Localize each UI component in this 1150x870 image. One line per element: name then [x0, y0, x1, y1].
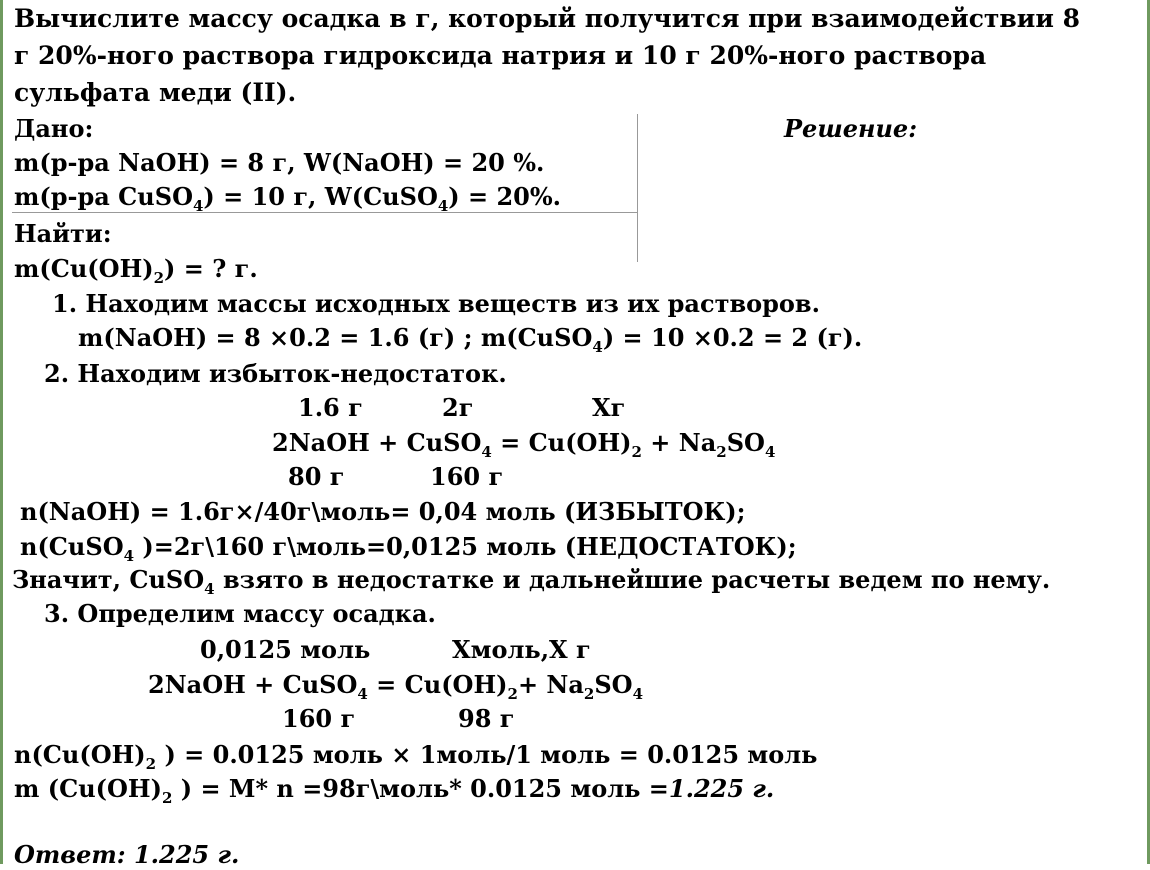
step-2-n-naoh: n(NaOH) = 1.6г×/40г\моль= 0,04 моль (ИЗБЫТОК); — [20, 497, 746, 526]
step-3-below-cuoh2: 98 г — [458, 704, 515, 733]
step-2-above-cuso4: 2г — [442, 393, 474, 422]
find-row: $m(Cu(OH)_2)$ = ? г. — [14, 254, 258, 287]
given-label: Дано: — [14, 114, 94, 143]
problem-line-3: сульфата меди (II). — [14, 78, 297, 107]
step-3-m-cuoh2: m ($Cu(OH)_2$ ) = M* n =98г\моль* 0.0125 моль =1.225 г. — [14, 774, 775, 807]
step-2-above-x: Хг — [592, 393, 626, 422]
solution-label: Решение: — [784, 114, 918, 143]
step-1-calc: m(NaOH) = 8 ×0.2 = 1.6 (г) ; m(CuSO$_4$) = 10 ×0.2 = 2 (г). — [78, 323, 863, 356]
given-row-1: m(р-ра NaOH) = 8 г, W(NaOH) = 20 %. — [14, 148, 545, 177]
step-3-below-cuso4: 160 г — [282, 704, 356, 733]
given-row-2: m(р-ра CuSO$_4$) = 10 г, W(CuSO$_4$) = 20%. — [14, 182, 562, 215]
answer: Ответ: 1.225 г. — [14, 840, 240, 869]
step-2-conclusion: Значит, CuSO$_4$ взято в недостатке и дальнейшие расчеты ведем по нему. — [12, 565, 1051, 598]
given-divider-vertical — [637, 114, 638, 262]
step-3-above-x: Хмоль,Х г — [452, 635, 591, 664]
step-2-equation: 2NaOH + CuSO$_4$ = $Cu(OH)_2 + Na_2SO_4$ — [272, 428, 776, 461]
given-divider-horizontal — [12, 212, 638, 213]
step-2-n-cuso4: n(CuSO$_4$ )=2г\160 г\моль=0,0125 моль (НЕДОСТАТОК); — [20, 532, 797, 565]
problem-line-2: г 20%-ного раствора гидроксида натрия и 10 г 20%-ного раствора — [14, 41, 987, 70]
step-2-title: 2. Находим избыток-недостаток. — [44, 359, 507, 388]
step-3-title: 3. Определим массу осадка. — [44, 599, 436, 628]
step-3-n-cuoh2: $n(Cu(OH)_2$ ) = 0.0125 моль × 1моль/1 моль = 0.0125 моль — [14, 740, 818, 773]
step-1-title: 1. Находим массы исходных веществ из их растворов. — [52, 289, 820, 318]
problem-line-1: Вычислите массу осадка в г, который получится при взаимодействии 8 — [14, 4, 1080, 33]
step-2-above-naoh: 1.6 г — [298, 393, 363, 422]
step-3-above-cuso4: 0,0125 моль — [200, 635, 371, 664]
find-label: Найти: — [14, 219, 112, 248]
step-2-below-naoh: 80 г — [288, 462, 345, 491]
step-3-equation: 2NaOH + CuSO$_4$ = $Cu(OH)_2+ Na_2SO_4$ — [148, 670, 644, 703]
step-2-below-cuso4: 160 г — [430, 462, 504, 491]
